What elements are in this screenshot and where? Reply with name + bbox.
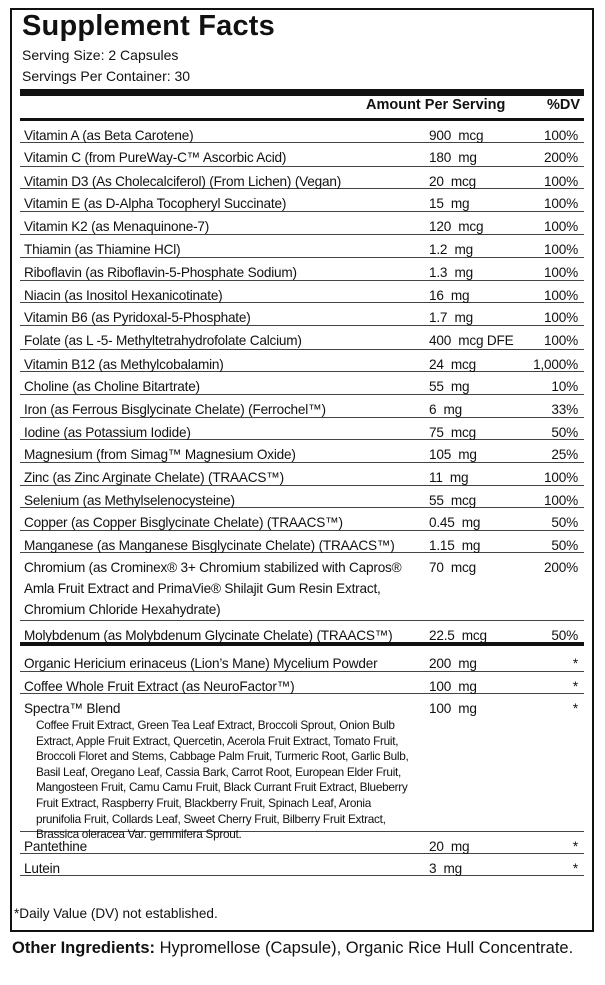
row-name: Molybdenum (as Molybdenum Glycinate Chelate) (TRAACS™): [24, 628, 393, 643]
row-name: Vitamin D3 (As Cholecalciferol) (From Lichen) (Vegan): [24, 174, 342, 189]
row-dv: 100%: [544, 174, 578, 189]
nutrient-row: [20, 212, 584, 235]
panel-title: Supplement Facts: [22, 10, 275, 42]
row-amount: 6 mg: [429, 402, 462, 417]
ingredient-row: [20, 854, 584, 876]
nutrient-row: [20, 440, 584, 463]
row-amount: 0.45 mg: [429, 515, 481, 530]
row-name: Manganese (as Manganese Bisglycinate Chelate) (TRAACS™): [24, 538, 395, 553]
thick-divider: [20, 89, 584, 96]
row-name: Vitamin B12 (as Methylcobalamin): [24, 357, 224, 372]
row-dv: 50%: [551, 515, 578, 530]
nutrient-row: [20, 372, 584, 395]
row-dv: *: [572, 861, 578, 876]
serving-size: Serving Size: 2 Capsules: [22, 47, 179, 63]
nutrient-row: [20, 121, 584, 143]
row-name: Thiamin (as Thiamine HCl): [24, 242, 181, 257]
nutrient-row: [20, 553, 584, 621]
ingredient-row: [20, 672, 584, 694]
row-name: Vitamin C (from PureWay-C™ Ascorbic Acid): [24, 150, 287, 165]
row-amount: 55 mg: [429, 379, 470, 394]
ingredient-row: [20, 649, 584, 672]
row-dv: 100%: [544, 288, 578, 303]
row-name: Folate (as L -5- Methyltetrahydrofolate Calcium): [24, 333, 302, 348]
row-amount: 1.3 mg: [429, 265, 473, 280]
nutrient-row: [20, 281, 584, 303]
supplement-facts-panel: [10, 8, 594, 932]
row-amount: 100 mg: [429, 679, 477, 694]
row-dv: 10%: [551, 379, 578, 394]
row-dv: 100%: [544, 333, 578, 348]
row-dv: 100%: [544, 310, 578, 325]
row-dv: 200%: [544, 150, 578, 165]
row-amount: 16 mg: [429, 288, 470, 303]
row-amount: 1.15 mg: [429, 538, 481, 553]
row-name: Vitamin K2 (as Menaquinone-7): [24, 219, 210, 234]
row-amount: 400 mcg DFE: [429, 333, 514, 348]
row-name: Niacin (as Inositol Hexanicotinate): [24, 288, 223, 303]
nutrient-row: [20, 143, 584, 167]
row-dv: 25%: [551, 447, 578, 462]
amount-header: Amount Per Serving: [366, 97, 506, 113]
row-name: Iron (as Ferrous Bisglycinate Chelate) (Ferrochel™): [24, 402, 326, 417]
row-amount: 22.5 mcg: [429, 628, 487, 643]
row-name: Pantethine: [24, 839, 88, 854]
row-dv: 100%: [544, 242, 578, 257]
row-dv: 100%: [544, 265, 578, 280]
row-dv: 50%: [551, 425, 578, 440]
nutrient-row: [20, 621, 584, 646]
row-name: Vitamin B6 (as Pyridoxal-5-Phosphate): [24, 310, 251, 325]
row-amount: 55 mcg: [429, 493, 476, 508]
row-amount: 180 mg: [429, 150, 477, 165]
row-name: Iodine (as Potassium Iodide): [24, 425, 191, 440]
row-name: Zinc (as Zinc Arginate Chelate) (TRAACS™): [24, 470, 284, 485]
other-ingredients-text: Hypromellose (Capsule), Organic Rice Hull Concentrate.: [155, 939, 574, 957]
row-name: Vitamin E (as D-Alpha Tocopheryl Succinate): [24, 196, 287, 211]
row-name: Organic Hericium erinaceus (Lion’s Mane) Mycelium Powder: [24, 656, 378, 671]
nutrient-row: [20, 395, 584, 418]
row-dv: 200%: [544, 560, 578, 575]
row-amount: 900 mcg: [429, 128, 484, 143]
row-dv: 100%: [544, 196, 578, 211]
nutrient-row: [20, 303, 584, 326]
row-amount: 200 mg: [429, 656, 477, 671]
row-amount: 11 mg: [429, 470, 469, 485]
row-dv: 33%: [551, 402, 578, 417]
row-name: Vitamin A (as Beta Carotene): [24, 128, 194, 143]
row-name: Magnesium (from Simag™ Magnesium Oxide): [24, 447, 296, 462]
row-dv: *: [572, 701, 578, 716]
row-amount: 15 mg: [429, 196, 470, 211]
row-dv: 100%: [544, 128, 578, 143]
nutrient-row: [20, 167, 584, 189]
row-dv: *: [572, 656, 578, 671]
nutrient-row: [20, 326, 584, 350]
ingredient-row: [20, 832, 584, 854]
row-name: Chromium (as Crominex® 3+ Chromium stabilized with Capros® Amla Fruit Extract and PrimaVie® Shilajit Gum Resin Extract, Chromium Chloride Hexahydrate): [24, 560, 402, 617]
row-name: Selenium (as Methylselenocysteine): [24, 493, 235, 508]
row-name: Riboflavin (as Riboflavin-5-Phosphate Sodium): [24, 265, 297, 280]
row-dv: *: [572, 679, 578, 694]
row-amount: 120 mcg: [429, 219, 484, 234]
row-name: Spectra™ Blend: [24, 701, 121, 716]
row-amount: 75 mcg: [429, 425, 476, 440]
nutrient-row: [20, 508, 584, 531]
dv-header: %DV: [546, 97, 580, 113]
row-dv: *: [572, 839, 578, 854]
nutrient-row: [20, 418, 584, 440]
other-ingredients-label: Other Ingredients:: [12, 939, 156, 957]
row-dv: 1,000%: [533, 357, 578, 372]
nutrient-row: [20, 531, 584, 553]
row-amount: 20 mcg: [429, 174, 476, 189]
nutrient-row: [20, 235, 584, 258]
row-dv: 100%: [544, 493, 578, 508]
row-name: Lutein: [24, 861, 60, 876]
row-dv: 100%: [544, 219, 578, 234]
row-name: Copper (as Copper Bisglycinate Chelate) (TRAACS™): [24, 515, 343, 530]
servings-per-container: Servings Per Container: 30: [22, 68, 191, 84]
nutrient-row: [20, 258, 584, 281]
row-amount: 20 mg: [429, 839, 470, 854]
other-ingredients: [12, 938, 592, 959]
nutrient-row: [20, 463, 584, 486]
row-name: Choline (as Choline Bitartrate): [24, 379, 200, 394]
nutrient-row: [20, 350, 584, 372]
footnote: *Daily Value (DV) not established.: [14, 906, 218, 921]
row-amount: 105 mg: [429, 447, 477, 462]
row-amount: 1.7 mg: [429, 310, 473, 325]
row-amount: 100 mg: [429, 701, 477, 716]
row-dv: 100%: [544, 470, 578, 485]
row-amount: 1.2 mg: [429, 242, 473, 257]
nutrient-row: [20, 189, 584, 212]
row-amount: 70 mcg: [429, 560, 476, 575]
nutrient-row: [20, 486, 584, 508]
row-amount: 3 mg: [429, 861, 462, 876]
ingredient-row: [20, 694, 584, 842]
blend-ingredients: Coffee Fruit Extract, Green Tea Leaf Extract, Broccoli Sprout, Onion Bulb Extract, Apple Fruit Extract, Quercetin, Acerola Fruit Extract, Tomato Fruit, Broccoli Floret and Stems, Cabbage Palm Fruit, Turmeric Root, Garlic Bulb, Basil Leaf, Oregano Leaf, Cassia Bark, Carrot Root, European Elder Fruit, Mangosteen Fruit, Camu Camu Fruit, Black Currant Fruit Extract, Blueberry Fruit Extract, Raspberry Fruit, Blackberry Fruit, Spinach Leaf, Aronia prunifolia Fruit, Collards Leaf, Sweet Cherry Fruit, Bilberry Fruit Extract, Brassica oleracea Var. gemmifera Sprout.: [36, 718, 409, 842]
row-dv: 50%: [551, 628, 578, 643]
row-dv: 50%: [551, 538, 578, 553]
row-name: Coffee Whole Fruit Extract (as NeuroFactor™): [24, 679, 295, 694]
row-amount: 24 mcg: [429, 357, 476, 372]
